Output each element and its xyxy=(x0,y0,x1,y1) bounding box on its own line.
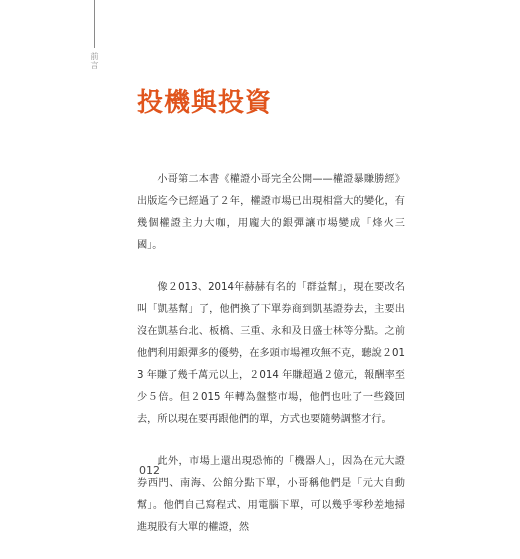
body-text xyxy=(137,169,405,559)
page-number: 012 xyxy=(139,464,160,477)
margin-rule xyxy=(94,0,95,48)
paragraph: 像２013、2014年赫赫有名的「群益幫」，現在要改名叫「凱基幫」了，他們換了下單券商到凱基證券去，主要出沒在凱基台北、板橋、三重、永和及日盛士林等分點。之前他們利用銀彈多的優勢，在多頭市場裡攻無不克，聽說２013 年賺了幾千萬元以上，２014 年賺超過２億元，報酬率至少５倍。但２015 年轉為盤整市場，他們也吐了一些錢回去，所以現在要再跟他們的單，方式也要隨勢調整才行。 xyxy=(137,282,405,425)
section-label: 前言 xyxy=(90,52,99,70)
chapter-title: 投機與投資 xyxy=(137,88,273,118)
paragraph: 小哥第二本書《權證小哥完全公開——權證暴賺勝經》出版迄今已經過了２年，權證市場已出現相當大的變化，有幾個權證主力大咖，用龐大的銀彈讓市場變成「烽火三國」。 xyxy=(137,174,405,251)
paragraph: 此外，市場上還出現恐怖的「機器人」，因為在元大證券西門、南海、公館分點下單，小哥稱他們是「元大自動幫」。他們自己寫程式、用電腦下單，可以幾乎零秒差地掃進現股有大單的權證，然 xyxy=(137,456,405,533)
